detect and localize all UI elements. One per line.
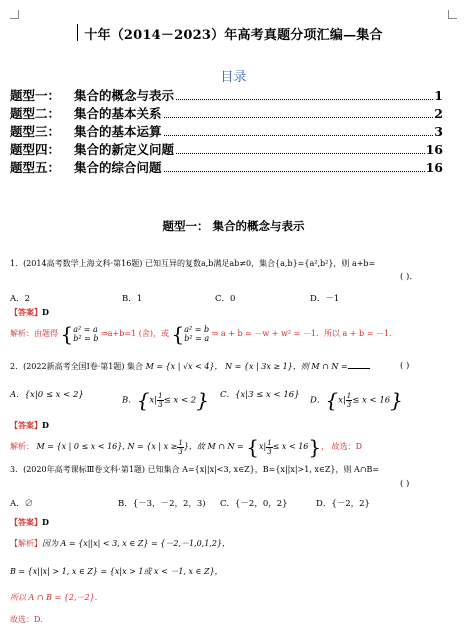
toc-entry-label: 题型五： xyxy=(10,160,61,175)
page-corner-mark xyxy=(448,10,457,19)
toc-entry-name: 集合的基本运算 xyxy=(74,124,162,139)
option: A．∅ xyxy=(10,499,34,509)
toc-entry[interactable] xyxy=(10,86,443,104)
toc-entry[interactable] xyxy=(10,140,443,158)
toc-leader xyxy=(164,171,425,172)
answer-label: 【答案】 xyxy=(10,517,42,527)
question-stem: 1．(2014高考数学上海文科·第16题) 已知互异的复数a,b满足ab≠0，集合{a,b}={a²,b²}，则 a+b= xyxy=(10,259,376,268)
toc-leader xyxy=(164,117,434,118)
question-stem: 3．(2020年高考课标Ⅲ卷文科·第1题) 已知集合 A={x||x|<3, x∈Z}，B={x||x|>1, x∈Z}，则 A∩B= xyxy=(10,465,380,474)
page-title: 十年（2014－2023）年高考真题分项汇编—集合 xyxy=(84,28,383,43)
solution-text: }，故 M ∩ N = xyxy=(183,442,244,451)
toc-entry-name: 集合的综合问题 xyxy=(74,160,162,175)
toc-entry-label: 题型二： xyxy=(10,106,61,121)
answer-line xyxy=(10,517,49,528)
toc-entry-page: 1 xyxy=(434,88,443,103)
solution-text: ， 故选：D xyxy=(321,442,363,451)
toc-entry[interactable] xyxy=(10,122,443,140)
solution-line xyxy=(10,538,230,549)
toc-entry-page: 16 xyxy=(425,160,443,175)
option: A．2 xyxy=(10,294,31,304)
toc-entry-label: 题型三： xyxy=(10,124,61,139)
option: D．{x| $\frac{1}{3}\le x < 16$} xyxy=(310,388,403,412)
equation: b² = b xyxy=(73,334,99,343)
answer-blank: ( ). xyxy=(400,272,413,282)
equation: b² = a xyxy=(184,334,210,343)
toc-leader xyxy=(176,99,433,100)
question-stem: 2．(2022新高考全国Ⅰ卷·第1题) 集合 M = {x | √x < 4}， N = {x | 3x ≥ 1}，则 M ∩ N = xyxy=(10,361,370,372)
answer-value: D xyxy=(42,420,49,430)
text-cursor xyxy=(77,24,78,41)
page-corner-mark xyxy=(10,10,19,19)
answer-blank: ( ) xyxy=(400,361,410,371)
equation: a² = b xyxy=(184,325,210,334)
toc-entry-page: 16 xyxy=(425,142,443,157)
solution-line: 所以 A ∩ B = {2,－2}． xyxy=(10,593,103,602)
solution-text: 由题得 xyxy=(34,329,58,338)
answer-line xyxy=(10,307,49,318)
option: B．{－3，－2，2，3) xyxy=(118,499,206,509)
option: C．{－2，0，2} xyxy=(220,499,288,509)
toc-entry-name: 集合的基本关系 xyxy=(74,106,162,121)
solution-label: 解析： xyxy=(10,329,34,338)
option: D．{－2，2} xyxy=(316,499,370,509)
toc-entry-page: 3 xyxy=(434,124,443,139)
option: C．0 xyxy=(215,294,236,304)
table-of-contents xyxy=(10,86,443,176)
answer-value: D xyxy=(42,307,49,317)
toc-entry-label: 题型四： xyxy=(10,142,61,157)
toc-entry-name: 集合的新定义问题 xyxy=(74,142,175,157)
section-title: 题型一： 集合的概念与表示 xyxy=(162,219,305,233)
solution-line: B = {x||x| > 1, x ∈ Z} = {x|x > 1或 x < －1, x ∈ Z}， xyxy=(10,567,223,576)
toc-entry[interactable] xyxy=(10,104,443,122)
option: B．{x| $\frac{1}{3}\le x < 2$} xyxy=(122,388,209,412)
equation: a² = a xyxy=(73,325,98,334)
toc-entry[interactable] xyxy=(10,158,443,176)
solution-text: 因为 A = {x||x| < 3, x ∈ Z} = {－2,－1,0,1,2}， xyxy=(42,539,231,548)
answer-line xyxy=(10,420,49,431)
answer-value: D xyxy=(42,517,49,527)
toc-leader xyxy=(176,153,425,154)
option: B．1 xyxy=(122,294,143,304)
toc-entry-page: 2 xyxy=(434,106,443,121)
solution-line: 解析：由题得 {a² = a b² = b ⇒a+b=1 (舍)，或 {a² = b b² = a ⇒ a + b = －w + w² = －1．所以 a + b = －1． xyxy=(10,322,398,346)
option: C．{x|3 ≤ x < 16} xyxy=(220,390,300,400)
solution-line: 故选：D． xyxy=(10,615,49,624)
answer-blank: ( ) xyxy=(400,479,410,489)
solution-text: M = {x | 0 ≤ x < 16}, N = {x | x ≥ xyxy=(36,442,178,451)
option: A．{x|0 ≤ x < 2} xyxy=(10,390,84,400)
answer-label: 【答案】 xyxy=(10,420,42,430)
toc-entry-name: 集合的概念与表示 xyxy=(74,88,175,103)
toc-heading: 目录 xyxy=(220,70,247,85)
solution-text: ⇒ a + b = －w + w² = －1．所以 a + b = －1． xyxy=(211,329,398,338)
answer-label: 【答案】 xyxy=(10,307,42,317)
option: D．－1 xyxy=(310,294,340,304)
solution-label: 【解析】 xyxy=(10,539,42,548)
toc-leader xyxy=(164,135,434,136)
solution-text: ⇒a+b=1 (舍)，或 xyxy=(101,329,169,338)
solution-label: 解析： xyxy=(10,442,34,451)
toc-entry-label: 题型一： xyxy=(10,88,61,103)
solution-line: 解析： M = {x | 0 ≤ x < 16}, N = {x | x ≥ $\frac{1}{3}$}，故 M ∩ N = {x| $\frac{1}{3}\le x < 16$}， 故选：D xyxy=(10,435,363,459)
